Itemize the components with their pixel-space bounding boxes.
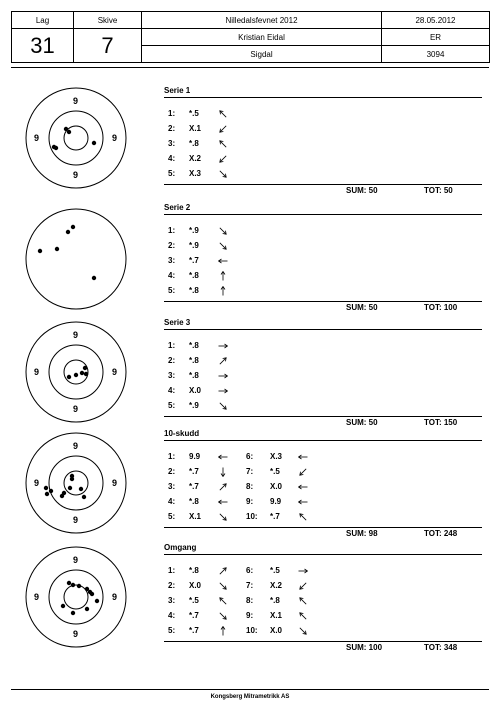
header-divider: [11, 67, 489, 68]
sum-divider: [164, 184, 482, 185]
shot-direction-arrow-icon: [218, 596, 228, 606]
sum-divider: [164, 527, 482, 528]
shot-direction-arrow-icon: [218, 581, 228, 591]
shot-number: 5:: [168, 169, 176, 178]
shot-direction-arrow-icon: [218, 566, 228, 576]
shot-direction-arrow-icon: [218, 241, 228, 251]
shot-score: *.7: [270, 512, 280, 521]
shot-direction-arrow-icon: [218, 341, 228, 351]
shot-mark: [49, 489, 53, 493]
ring-label-top: 9: [73, 330, 79, 340]
shot-direction-arrow-icon: [218, 226, 228, 236]
shot-score: *.8: [189, 139, 199, 148]
ring-label-top: 9: [73, 555, 79, 565]
series-sum: SUM: 98: [346, 529, 378, 538]
shot-direction-arrow-icon: [218, 401, 228, 411]
shot-mark: [70, 477, 74, 481]
shot-score: *.7: [189, 482, 199, 491]
shot-direction-arrow-icon: [218, 169, 228, 179]
shot-number: 2:: [168, 356, 176, 365]
shot-number: 4:: [168, 271, 176, 280]
shooter-id: 3094: [382, 46, 490, 63]
series-total: TOT: 100: [424, 303, 458, 312]
shot-mark: [67, 581, 71, 585]
shot-mark: [79, 487, 83, 491]
ring-label-left: 9: [34, 133, 40, 143]
shot-score: *.8: [189, 566, 199, 575]
shot-number: 9:: [246, 497, 254, 506]
shot-score: *.7: [189, 611, 199, 620]
shot-number: 3:: [168, 256, 176, 265]
shot-score: X.0: [270, 482, 283, 491]
shot-score: *.5: [189, 109, 199, 118]
shot-score: X.2: [189, 154, 202, 163]
shot-score: X.0: [270, 626, 283, 635]
shot-mark: [92, 141, 96, 145]
shot-mark: [44, 486, 48, 490]
shot-direction-arrow-icon: [298, 611, 308, 621]
target-ring-9: [49, 111, 103, 165]
shot-direction-arrow-icon: [218, 497, 228, 507]
shot-number: 1:: [168, 341, 176, 350]
shot-number: 3:: [168, 139, 176, 148]
event-name: Nilledalsfevnet 2012: [142, 12, 382, 29]
series-title-underline: [164, 329, 482, 330]
shot-direction-arrow-icon: [218, 256, 228, 266]
shot-score: *.8: [189, 497, 199, 506]
shot-score: *.5: [270, 566, 280, 575]
shot-score: *.7: [189, 256, 199, 265]
shot-mark: [61, 604, 65, 608]
shot-direction-arrow-icon: [298, 482, 308, 492]
target-ring-9: [49, 345, 103, 399]
shot-mark: [67, 375, 71, 379]
shot-mark: [80, 371, 84, 375]
ring-label-right: 9: [112, 367, 118, 377]
shot-number: 2:: [168, 581, 176, 590]
shot-direction-arrow-icon: [298, 497, 308, 507]
shot-direction-arrow-icon: [218, 124, 228, 134]
shooter-name: Kristian Eidal: [142, 29, 382, 46]
series-title: Serie 2: [164, 203, 191, 212]
shot-number: 3:: [168, 596, 176, 605]
shot-mark: [45, 492, 49, 496]
shot-number: 4:: [168, 154, 176, 163]
series-title-underline: [164, 440, 482, 441]
shooter-class: ER: [382, 29, 490, 46]
shooter-club: Sigdal: [142, 46, 382, 63]
shot-score: X.3: [189, 169, 202, 178]
series-total: TOT: 50: [424, 186, 453, 195]
shot-score: *.8: [270, 596, 280, 605]
shot-number: 2:: [168, 467, 176, 476]
skive-value: 7: [74, 29, 142, 63]
shot-direction-arrow-icon: [298, 596, 308, 606]
shot-number: 1:: [168, 566, 176, 575]
ring-label-left: 9: [34, 592, 40, 602]
shot-number: 4:: [168, 386, 176, 395]
shot-number: 8:: [246, 596, 254, 605]
shot-score: 9.9: [189, 452, 201, 461]
shot-score: X.2: [270, 581, 283, 590]
series-title: 10-skudd: [164, 429, 200, 438]
ring-label-top: 9: [73, 441, 79, 451]
shot-score: X.1: [270, 611, 283, 620]
ring-label-left: 9: [34, 478, 40, 488]
target-ring-10: [64, 471, 88, 495]
shot-number: 3:: [168, 371, 176, 380]
series-title: Serie 3: [164, 318, 191, 327]
shot-score: *.9: [189, 401, 199, 410]
series-total: TOT: 348: [424, 643, 458, 652]
shot-direction-arrow-icon: [298, 467, 308, 477]
shot-mark: [71, 225, 75, 229]
event-date: 28.05.2012: [382, 12, 490, 29]
shot-direction-arrow-icon: [218, 386, 228, 396]
shot-mark: [54, 146, 58, 150]
target-ring-10: [64, 360, 88, 384]
lag-value: 31: [12, 29, 74, 63]
shot-target: [25, 208, 127, 310]
series-title-underline: [164, 97, 482, 98]
target-ring-9: [49, 456, 103, 510]
shot-number: 4:: [168, 611, 176, 620]
shot-number: 1:: [168, 109, 176, 118]
shot-direction-arrow-icon: [218, 154, 228, 164]
shot-number: 10:: [246, 626, 258, 635]
shot-mark: [82, 495, 86, 499]
shot-score: *.8: [189, 271, 199, 280]
ring-label-left: 9: [34, 367, 40, 377]
ring-label-top: 9: [73, 96, 79, 106]
shot-mark: [71, 583, 75, 587]
shot-score: X.3: [270, 452, 283, 461]
ring-label-right: 9: [112, 478, 118, 488]
series-sum: SUM: 100: [346, 643, 383, 652]
shot-mark: [83, 366, 87, 370]
shot-score: *.9: [189, 241, 199, 250]
shot-score: *.8: [189, 371, 199, 380]
shot-direction-arrow-icon: [298, 452, 308, 462]
series-sum: SUM: 50: [346, 418, 378, 427]
shot-mark: [71, 611, 75, 615]
sum-divider: [164, 641, 482, 642]
series-title: Omgang: [164, 543, 197, 552]
shot-number: 1:: [168, 452, 176, 461]
shot-direction-arrow-icon: [218, 452, 228, 462]
shot-direction-arrow-icon: [218, 482, 228, 492]
shot-number: 7:: [246, 581, 254, 590]
shot-number: 2:: [168, 241, 176, 250]
series-total: TOT: 150: [424, 418, 458, 427]
shot-number: 6:: [246, 452, 254, 461]
shot-direction-arrow-icon: [298, 581, 308, 591]
header-table: [11, 11, 489, 63]
ring-label-right: 9: [112, 133, 118, 143]
shot-score: *.7: [189, 626, 199, 635]
shot-direction-arrow-icon: [218, 512, 228, 522]
shot-score: *.5: [270, 467, 280, 476]
shot-score: *.9: [189, 226, 199, 235]
sum-divider: [164, 301, 482, 302]
shot-score: X.1: [189, 124, 202, 133]
ring-label-bottom: 9: [73, 515, 79, 525]
shot-score: X.1: [189, 512, 202, 521]
shot-direction-arrow-icon: [218, 139, 228, 149]
sum-divider: [164, 416, 482, 417]
shot-direction-arrow-icon: [298, 566, 308, 576]
shot-score: *.7: [189, 467, 199, 476]
shot-score: *.8: [189, 341, 199, 350]
shot-mark: [77, 584, 81, 588]
shot-direction-arrow-icon: [218, 611, 228, 621]
shot-direction-arrow-icon: [218, 371, 228, 381]
target-outer-ring: [26, 209, 126, 309]
shot-number: 5:: [168, 286, 176, 295]
ring-label-right: 9: [112, 592, 118, 602]
shot-direction-arrow-icon: [218, 109, 228, 119]
skive-label: Skive: [74, 12, 142, 29]
series-title-underline: [164, 554, 482, 555]
series-sum: SUM: 50: [346, 303, 378, 312]
shot-mark: [38, 249, 42, 253]
shot-mark: [95, 599, 99, 603]
shot-number: 1:: [168, 226, 176, 235]
shot-number: 4:: [168, 497, 176, 506]
shot-score: *.8: [189, 356, 199, 365]
shot-score: *.5: [189, 596, 199, 605]
shot-mark: [67, 130, 71, 134]
shot-score: 9.9: [270, 497, 282, 506]
shot-direction-arrow-icon: [218, 271, 228, 281]
shot-direction-arrow-icon: [218, 626, 228, 636]
shot-direction-arrow-icon: [218, 356, 228, 366]
shot-direction-arrow-icon: [298, 626, 308, 636]
ring-label-bottom: 9: [73, 629, 79, 639]
shot-number: 3:: [168, 482, 176, 491]
lag-label: Lag: [12, 12, 74, 29]
shot-mark: [68, 486, 72, 490]
series-total: TOT: 248: [424, 529, 458, 538]
shot-number: 2:: [168, 124, 176, 133]
shot-score: *.8: [189, 286, 199, 295]
series-sum: SUM: 50: [346, 186, 378, 195]
shot-mark: [74, 373, 78, 377]
shot-mark: [90, 592, 94, 596]
series-title-underline: [164, 214, 482, 215]
shot-mark: [55, 247, 59, 251]
shot-number: 5:: [168, 512, 176, 521]
shot-number: 8:: [246, 482, 254, 491]
shot-number: 5:: [168, 626, 176, 635]
ring-label-bottom: 9: [73, 170, 79, 180]
shot-number: 7:: [246, 467, 254, 476]
footer-company: Kongsberg Mitrametrikk AS: [210, 694, 290, 700]
target-ring-10: [64, 585, 88, 609]
shot-number: 6:: [246, 566, 254, 575]
shot-direction-arrow-icon: [298, 512, 308, 522]
shot-mark: [92, 276, 96, 280]
footer-divider: [11, 689, 489, 690]
target-ring-9: [49, 570, 103, 624]
shot-number: 10:: [246, 512, 258, 521]
shot-number: 5:: [168, 401, 176, 410]
shot-mark: [84, 372, 88, 376]
shot-mark: [66, 230, 70, 234]
shot-score: X.0: [189, 581, 202, 590]
shot-mark: [60, 494, 64, 498]
shot-direction-arrow-icon: [218, 467, 228, 477]
series-title: Serie 1: [164, 86, 191, 95]
ring-label-bottom: 9: [73, 404, 79, 414]
shot-direction-arrow-icon: [218, 286, 228, 296]
shot-mark: [85, 607, 89, 611]
shot-score: X.0: [189, 386, 202, 395]
shot-number: 9:: [246, 611, 254, 620]
